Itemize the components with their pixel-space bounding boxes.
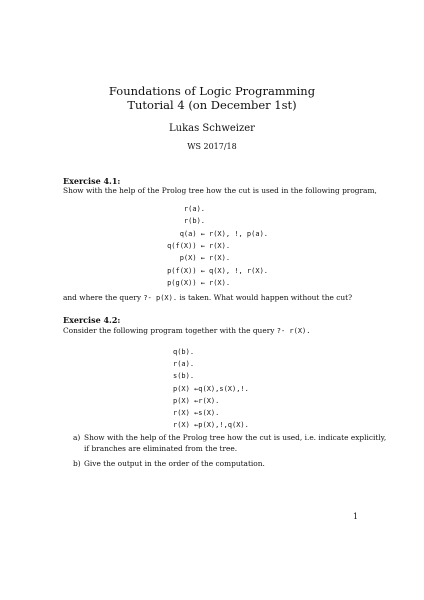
outro-query: ?- p(X). <box>143 294 178 302</box>
exercise-1-intro: Show with the help of the Prolog tree how the cut is used in the following program, <box>63 186 377 195</box>
outro-after: is taken. What would happen without the cut? <box>179 293 353 302</box>
program-line <box>0 240 424 252</box>
exercise-1-heading: Exercise 4.1: <box>63 176 121 186</box>
program-line: p(X) ←q(X),s(X),!. <box>173 384 249 393</box>
list-item-label: b) <box>73 459 81 468</box>
program-line <box>0 203 424 215</box>
program-line <box>0 277 424 289</box>
list-item-text: if branches are eliminated from the tree. <box>84 443 238 453</box>
clause-body: q(X), !, r(X). <box>209 266 269 275</box>
program-line: r(X) ←p(X),!,q(X). <box>173 421 249 430</box>
title-line-1: Foundations of Logic Programming <box>108 84 316 98</box>
clause-head: q(f(X)) ← <box>167 242 205 251</box>
term: WS 2017/18 <box>187 142 237 151</box>
intro-before: Consider the following program together with the query <box>63 326 275 335</box>
page-number: 1 <box>353 512 359 521</box>
exercise-2-intro <box>63 326 310 335</box>
program-line: r(a). <box>173 360 195 369</box>
outro-before: and where the query <box>63 293 141 302</box>
clause-body: r(X). <box>209 242 231 251</box>
list-item-text: Show with the help of the Prolog tree how the cut is used, i.e. indicate explicitly, <box>84 433 387 442</box>
author: Lukas Schweizer <box>169 123 255 134</box>
clause-body: r(X). <box>209 278 231 287</box>
clause-head: p(f(X)) ← <box>167 266 205 275</box>
exercise-2-program <box>173 346 249 431</box>
clause-head: r(b). <box>183 217 205 226</box>
clause-head: p(X) ← <box>179 254 205 263</box>
exercise-1-program <box>0 203 424 289</box>
clause-head: q(a) ← <box>179 229 205 238</box>
title-line-2: Tutorial 4 (on December 1st) <box>127 98 297 112</box>
clause-head: r(a). <box>183 205 205 214</box>
list-item-text: Give the output in the order of the computation. <box>84 459 265 468</box>
program-line: s(b). <box>173 372 195 381</box>
program-line <box>0 252 424 264</box>
program-line <box>0 215 424 227</box>
program-line: q(b). <box>173 348 195 357</box>
program-line: p(X) ←r(X). <box>173 396 220 405</box>
clause-head: p(g(X)) ← <box>167 278 205 287</box>
program-line <box>0 264 424 276</box>
program-line <box>0 228 424 240</box>
exercise-1-outro <box>63 293 352 302</box>
clause-body: r(X), !, p(a). <box>209 229 269 238</box>
intro-query: ?- r(X). <box>276 327 311 335</box>
list-item-label: a) <box>73 433 81 442</box>
program-line: r(X) ←s(X). <box>173 409 220 418</box>
clause-body: r(X). <box>209 254 231 263</box>
exercise-2-heading: Exercise 4.2: <box>63 315 121 325</box>
